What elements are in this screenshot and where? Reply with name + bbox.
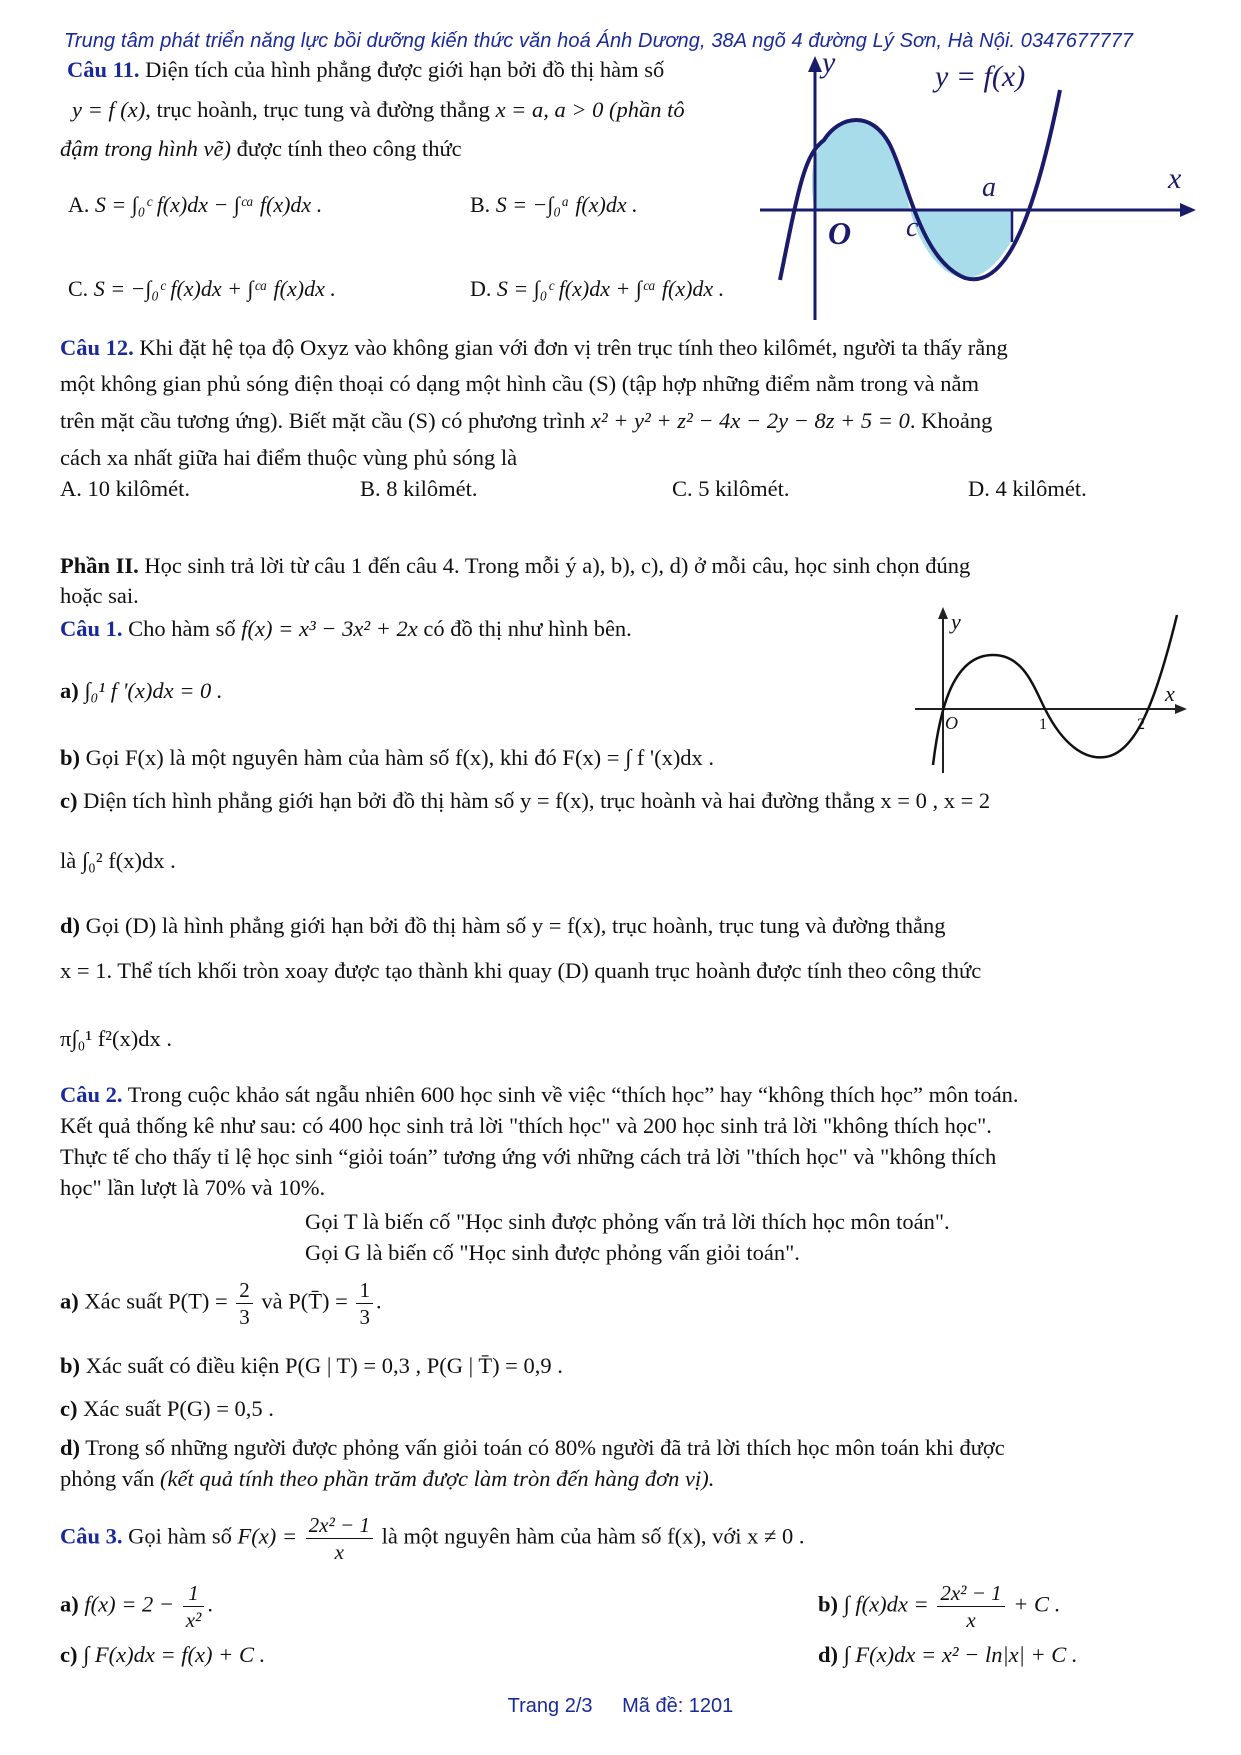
- page-header: Trung tâm phát triển năng lực bồi dưỡng kiến thức văn hoá Ánh Dương, 38A ngõ 4 đường Lý Sơn, Hà Nội. 0347677777: [64, 30, 1134, 52]
- c2-d-label: d): [60, 1435, 81, 1460]
- c2-line1: [60, 1080, 1200, 1110]
- q12-line4: cách xa nhất giữa hai điểm thuộc vùng phủ sóng là: [60, 445, 518, 470]
- c1-d-line3: π∫₀¹ f²(x)dx .: [60, 1026, 172, 1051]
- q11-opt-c-formula: S = −∫₀ᶜ f(x)dx + ∫ᶜᵃ f(x)dx .: [93, 276, 336, 301]
- c1-x-arrow: [1175, 704, 1187, 714]
- q12-text1: Khi đặt hệ tọa độ Oxyz vào không gian với đơn vị trên trục tính theo kilômét, người ta thấy rằng: [139, 335, 1008, 360]
- c1-function: f(x) = x³ − 3x² + 2x: [241, 616, 418, 641]
- q11-opt-a-label: A.: [68, 192, 90, 217]
- c2-c-text: Xác suất P(G) = 0,5 .: [83, 1396, 274, 1421]
- page-footer: [0, 1695, 1241, 1718]
- q11-fx: y = f (x): [72, 97, 146, 122]
- c2-p2: Kết quả thống kê như sau: có 400 học sinh trả lời "thích học" và 200 học sinh trả lời "không thích học".: [60, 1113, 992, 1138]
- footer-exam-code: Mã đề: 1201: [622, 1695, 734, 1717]
- c2-item-a[interactable]: a) Xác suất P(T) = $\frac{2}{3}$ và P(T̄) = $\frac{1}{3}$ .: [60, 1278, 382, 1329]
- c1-c-label: c): [60, 788, 78, 813]
- c1-item-b[interactable]: [60, 743, 920, 773]
- q12-line1: [60, 333, 1200, 363]
- c3-b-text2: + C .: [1013, 1591, 1061, 1617]
- c2-a-text: Xác suất: [84, 1288, 163, 1314]
- c2-a-frac1: $\frac{2}{3}$: [236, 1277, 253, 1330]
- c3-c-text: ∫ F(x)dx = f(x) + C .: [83, 1642, 266, 1667]
- c2-p4: học" lần lượt là 70% và 10%.: [60, 1175, 326, 1200]
- c3-item-a[interactable]: a) f(x) = 2 − $\frac{1}{\text{x²}}$ .: [60, 1581, 213, 1632]
- part2-label: Phần II.: [60, 553, 139, 578]
- c2-label: Câu 2.: [60, 1082, 123, 1107]
- c2-a-PTbar: P(T̄) =: [288, 1288, 348, 1314]
- c2-a-PT: P(T) =: [168, 1288, 228, 1314]
- c1-a-formula: ∫₀¹ f '(x)dx = 0 .: [84, 678, 223, 703]
- q11-label: Câu 11.: [67, 57, 140, 82]
- q11-text2b: , trục hoành, trục tung và đường thẳng: [145, 97, 490, 122]
- part2-line1: [60, 551, 1200, 581]
- c3-label: Câu 3.: [60, 1523, 123, 1549]
- c2-d-text: Trong số những người được phỏng vấn giỏi toán có 80% người đã trả lời thích học môn toán khi được: [85, 1435, 1005, 1460]
- c3-b-frac: $\frac{\text{2x² − 1}}{x}$: [937, 1580, 1004, 1633]
- c1-b-label: b): [60, 745, 81, 770]
- q11-opt-a-formula: S = ∫₀ᶜ f(x)dx − ∫ᶜᵃ f(x)dx .: [94, 192, 323, 217]
- q11-opt-c-label: C.: [68, 276, 89, 301]
- c3-F-frac: $\frac{\text{2x² − 1}}{x}$: [306, 1512, 373, 1565]
- c1-a-label: a): [60, 678, 79, 703]
- c1-d-text: Gọi (D) là hình phẳng giới hạn bởi đồ thị hàm số y = f(x), trục hoành, trục tung và đường thẳng: [85, 913, 946, 938]
- c1-item-d[interactable]: [60, 911, 1200, 941]
- part2-line2: hoặc sai.: [60, 583, 139, 608]
- q11-text2d: (phần tô: [609, 97, 685, 122]
- c2-item-c[interactable]: [60, 1394, 960, 1424]
- q12-line2: một không gian phủ sóng điện thoại có dạng một hình cầu (S) (tập hợp những điểm nằm trong và nằm: [60, 371, 979, 396]
- c3-b-text: ∫ f(x)dx =: [843, 1591, 929, 1617]
- c3-a-frac: $\frac{1}{\text{x²}}$: [183, 1580, 205, 1633]
- q12-option-b[interactable]: B. 8 kilômét.: [360, 476, 478, 501]
- c1-d-label: d): [60, 913, 81, 938]
- q11-line1: [67, 55, 757, 85]
- c1-intro-text: Cho hàm số: [128, 616, 236, 641]
- q12-label: Câu 12.: [60, 335, 134, 360]
- c1-tick-1: 1: [1039, 716, 1047, 733]
- c3-c-label: c): [60, 1642, 78, 1667]
- q11-y-arrow: [808, 56, 822, 72]
- c1-c-text: Diện tích hình phẳng giới hạn bởi đồ thị hàm số y = f(x), trục hoành và hai đường thẳng x = 0 , x = 2: [83, 788, 991, 813]
- q11-text3b: được tính theo công thức: [236, 136, 462, 161]
- c2-c-label: c): [60, 1396, 78, 1421]
- q11-opt-b-formula: S = −∫₀ᵃ f(x)dx .: [495, 192, 638, 217]
- q12-text3c: . Khoảng: [909, 408, 993, 433]
- q11-text3: đậm trong hình vẽ): [60, 136, 232, 161]
- q11-o-label: O: [828, 215, 852, 251]
- q11-a-label: a: [982, 172, 996, 203]
- q11-fx-label: y = f(x): [935, 60, 1026, 93]
- q12-option-d[interactable]: D. 4 kilômét.: [968, 476, 1087, 501]
- q11-opt-d-label: D.: [470, 276, 492, 301]
- q11-opt-b-label: B.: [470, 192, 491, 217]
- c2-d2a: phỏng vấn: [60, 1466, 155, 1491]
- q11-line2: [72, 95, 762, 125]
- c2-d2b: (kết quả tính theo phần trăm được làm tròn đến hàng đơn vị).: [160, 1466, 715, 1491]
- c3-a-text: f(x) = 2 −: [84, 1591, 175, 1617]
- c3-d-text: ∫ F(x)dx = x² − ln|x| + C .: [843, 1642, 1078, 1667]
- q12-sphere-equation: x² + y² + z² − 4x − 2y − 8z + 5 = 0: [590, 408, 910, 433]
- c1-intro: [60, 614, 840, 644]
- q11-opt-d-formula: S = ∫₀ᶜ f(x)dx + ∫ᶜᵃ f(x)dx .: [496, 276, 725, 301]
- c2-b-label: b): [60, 1353, 81, 1378]
- c1-o-label: O: [945, 713, 958, 733]
- c1-tick-2: 2: [1137, 716, 1145, 733]
- c3-intro-text2: là một nguyên hàm của hàm số f(x), với x ≠ 0 .: [381, 1523, 805, 1549]
- q11-graph: [760, 50, 1200, 325]
- q11-option-b[interactable]: [470, 192, 638, 218]
- c1-item-c[interactable]: [60, 786, 1200, 816]
- c2-a-and: và: [261, 1288, 283, 1314]
- q11-xa: x = a, a > 0: [495, 97, 604, 122]
- q11-line3: [60, 134, 750, 164]
- c1-y-label: y: [951, 609, 961, 634]
- c1-item-a[interactable]: [60, 676, 223, 706]
- q11-x-label: x: [1168, 162, 1182, 195]
- q12-text3a: trên mặt cầu tương ứng). Biết mặt cầu (S) có phương trình: [60, 408, 586, 433]
- q11-option-d[interactable]: [470, 276, 724, 302]
- c2-b-text: Xác suất có điều kiện P(G | T) = 0,3 , P(G | T̄) = 0,9 .: [85, 1353, 563, 1378]
- c2-a-label: a): [60, 1288, 79, 1314]
- c3-item-d[interactable]: [818, 1640, 1208, 1670]
- part2-text: Học sinh trả lời từ câu 1 đến câu 4. Trong mỗi ý a), b), c), d) ở mỗi câu, học sinh chọn đúng: [144, 553, 971, 578]
- q11-text1: Diện tích của hình phẳng được giới hạn bởi đồ thị hàm số: [145, 57, 665, 82]
- c2-item-b[interactable]: [60, 1351, 960, 1381]
- c2-p3: Thực tế cho thấy tỉ lệ học sinh “giỏi toán” tương ứng với những cách trả lời "thích học" và "không thích: [60, 1144, 997, 1169]
- c1-curve: [933, 615, 1177, 765]
- c2-def-G: Gọi G là biến cố "Học sinh được phỏng vấn giỏi toán".: [305, 1240, 800, 1265]
- c1-label: Câu 1.: [60, 616, 123, 641]
- q12-option-a[interactable]: A. 10 kilômét.: [60, 476, 190, 501]
- q12-option-c[interactable]: C. 5 kilômét.: [672, 476, 790, 501]
- c1-c-line2: là ∫₀² f(x)dx .: [60, 848, 176, 873]
- c1-graph: [915, 605, 1190, 775]
- q11-x-arrow: [1180, 203, 1196, 217]
- c3-intro-text: Gọi hàm số: [128, 1523, 232, 1549]
- c3-b-label: b): [818, 1591, 839, 1617]
- c2-p1: Trong cuộc khảo sát ngẫu nhiên 600 học sinh về việc “thích học” hay “không thích học” môn toán.: [127, 1082, 1019, 1107]
- c2-d-line2: [60, 1464, 1200, 1494]
- c2-def-T: Gọi T là biến cố "Học sinh được phỏng vấn trả lời thích học môn toán".: [305, 1209, 950, 1234]
- c2-item-d[interactable]: [60, 1433, 1200, 1463]
- c3-intro: [60, 1512, 1200, 1565]
- q11-option-c[interactable]: [68, 276, 336, 302]
- c3-item-c[interactable]: [60, 1640, 660, 1670]
- c3-a-label: a): [60, 1591, 79, 1617]
- c1-x-label: x: [1165, 681, 1175, 706]
- c2-a-frac2: $\frac{1}{3}$: [356, 1277, 373, 1330]
- footer-page-number: Trang 2/3: [507, 1695, 593, 1717]
- c3-d-label: d): [818, 1642, 839, 1667]
- c1-intro-text2: có đồ thị như hình bên.: [423, 616, 632, 641]
- c1-b-text: Gọi F(x) là một nguyên hàm của hàm số f(x), khi đó F(x) = ∫ f '(x)dx .: [85, 745, 715, 770]
- c3-F: F(x) =: [237, 1523, 298, 1549]
- q11-y-label: y: [822, 50, 836, 79]
- q11-option-a[interactable]: [68, 192, 322, 218]
- c1-y-arrow: [938, 607, 948, 619]
- c1-d-line2: x = 1. Thể tích khối tròn xoay được tạo thành khi quay (D) quanh trục hoành được tính theo công thức: [60, 958, 982, 983]
- q11-c-label: c: [906, 212, 919, 243]
- c3-item-b[interactable]: [818, 1580, 1208, 1633]
- q12-line3: [60, 406, 1200, 436]
